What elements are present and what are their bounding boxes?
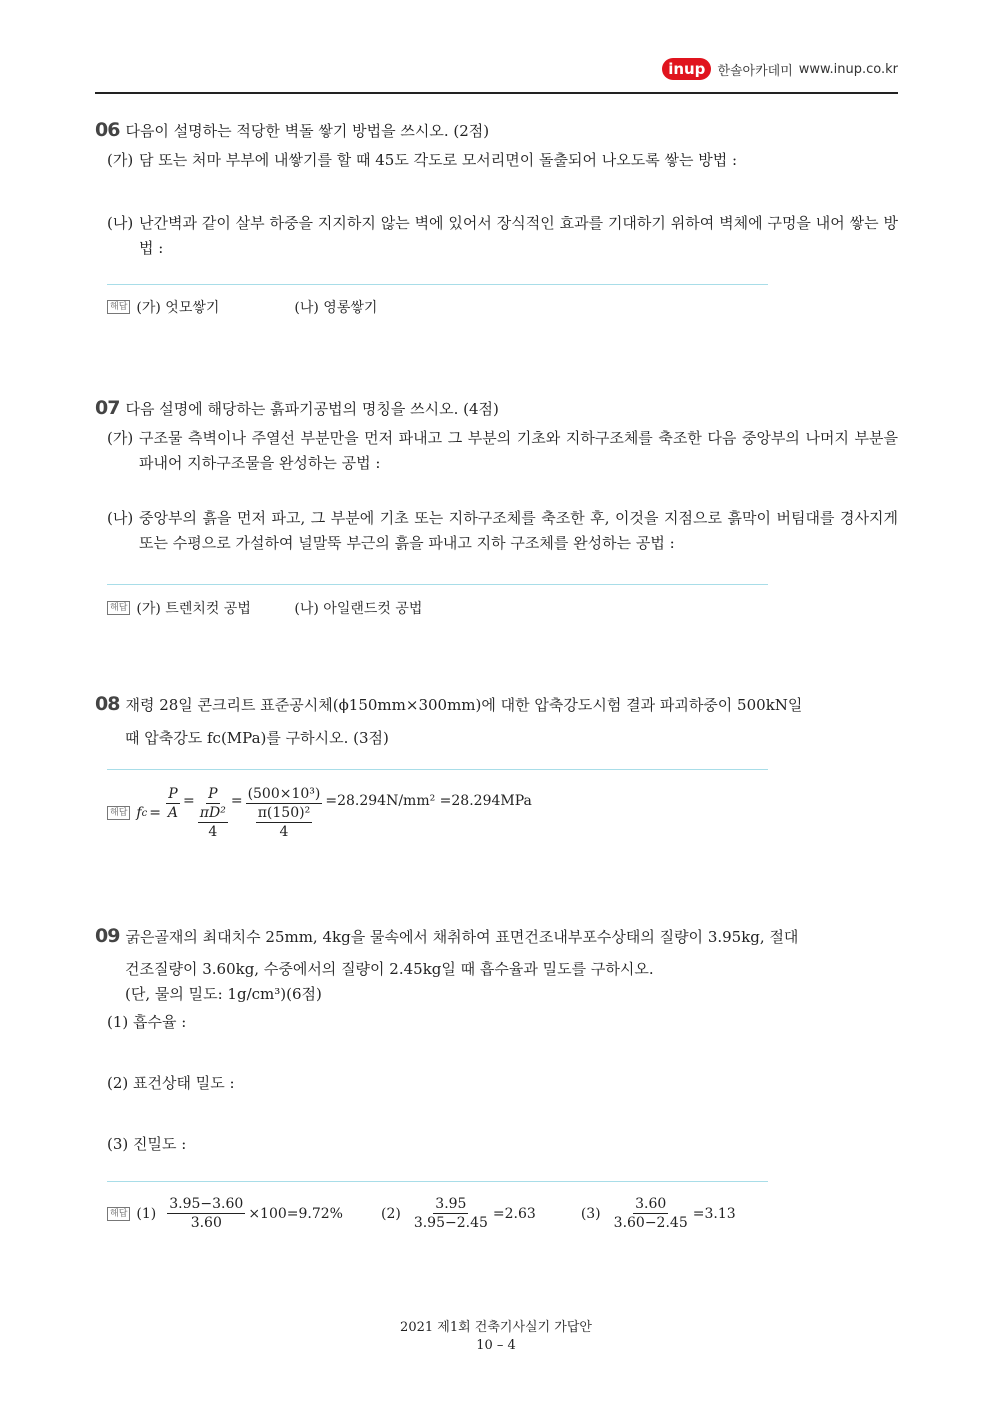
answer-a: (가) 엇모쌓기 <box>136 300 220 316</box>
fraction-numerator: 3.95 <box>435 1196 467 1212</box>
header-rule <box>95 92 898 94</box>
answer-divider <box>107 1181 768 1182</box>
answer-b: (나) 아일랜드컷 공법 <box>294 601 423 617</box>
answer-divider <box>107 284 768 285</box>
answer-divider <box>107 584 768 585</box>
formula-result: ×100=9.72% <box>248 1205 343 1222</box>
brand-url[interactable]: www.inup.co.kr <box>798 61 898 77</box>
fraction-numerator: 3.60 <box>635 1196 667 1212</box>
inup-logo: inup <box>662 58 711 80</box>
item-label: (나) <box>107 214 134 232</box>
brand-name: 한솔아카데미 <box>717 63 793 79</box>
question-part: (2) 표건상태 밀도 : <box>107 1074 235 1092</box>
brand <box>662 58 898 80</box>
question-condition: (단, 물의 밀도: 1g/cm³)(6점) <box>125 985 322 1003</box>
question-number: 06 <box>95 119 120 141</box>
question-text: 굵은골재의 최대치수 25mm, 4kg을 물속에서 채취하여 표면건조내부포수상태의 질량이 3.95kg, 절대 <box>125 928 799 946</box>
formula-result: =2.63 <box>492 1205 536 1222</box>
fraction-denominator: 4 <box>279 824 289 840</box>
formula-subscript: c <box>141 807 148 819</box>
footer-title: 2021 제1회 건축기사실기 가답안 <box>400 1320 592 1335</box>
fraction-numerator: π(150)² <box>257 805 311 821</box>
fraction-numerator: (500×10³) <box>247 786 321 802</box>
question-item <box>107 426 898 476</box>
answer-09 <box>107 1195 736 1232</box>
fraction <box>612 1195 690 1232</box>
formula-1 <box>136 1195 343 1232</box>
formula-label: (3) <box>580 1205 601 1222</box>
item-label: (가) <box>107 151 134 169</box>
formula-eq: = <box>149 805 161 821</box>
fraction-numerator: P <box>208 786 218 802</box>
formula-label: (2) <box>380 1205 401 1222</box>
question-07 <box>95 396 898 556</box>
question-06 <box>95 118 898 261</box>
item-text: 중앙부의 흙을 먼저 파고, 그 부분에 기초 또는 지하구조체를 축조한 후, 이것을 지점으로 흙막이 버팀대를 경사지게 또는 수평으로 가설하여 널말뚝 부근의 흙을 파내고 지하 구조체를 완성하는 공법 : <box>139 509 898 552</box>
item-text: 구조물 측벽이나 주열선 부분만을 먼저 파내고 그 부분의 기초와 지하구조체를 축조한 다음 중앙부의 나머지 부분을 파내어 지하구조물을 완성하는 공법 : <box>139 429 898 472</box>
fraction-denominator: 3.60−2.45 <box>613 1215 688 1231</box>
nested-fraction <box>256 804 312 841</box>
answer-08 <box>107 785 532 841</box>
answer-badge: 해답 <box>107 601 130 615</box>
item-label: (가) <box>107 429 134 447</box>
question-text-cont: 건조질량이 3.60kg, 수중에서의 질량이 2.45kg일 때 흡수율과 밀도를 구하시오. <box>125 960 654 978</box>
answer-badge: 해답 <box>107 300 130 314</box>
answer-badge: 해답 <box>107 806 130 820</box>
question-item <box>107 506 898 556</box>
formula-eq: = <box>230 793 243 809</box>
fraction-numerator: πD² <box>199 805 226 821</box>
item-text: 난간벽과 같이 살부 하중을 지지하지 않는 벽에 있어서 장식적인 효과를 기대하기 위하여 벽체에 구멍을 내어 쌓는 방법 : <box>139 214 898 257</box>
fraction-numerator: P <box>168 786 178 802</box>
answer-a: (가) 트렌치컷 공법 <box>136 601 251 617</box>
fraction <box>198 785 228 841</box>
question-08 <box>95 692 898 751</box>
fraction <box>167 1195 245 1232</box>
formula-lhs: f <box>136 805 142 821</box>
formula-label: (1) <box>136 1205 157 1222</box>
question-number: 07 <box>95 397 120 419</box>
fraction-denominator: A <box>167 805 179 821</box>
formula-result: =28.294N/mm² =28.294MPa <box>325 793 532 809</box>
fraction <box>412 1195 490 1232</box>
question-text: 다음 설명에 해당하는 흙파기공법의 명칭을 쓰시오. (4점) <box>125 400 499 418</box>
item-text: 담 또는 처마 부부에 내쌓기를 할 때 45도 각도로 모서리면이 돌출되어 나오도록 쌓는 방법 : <box>139 151 738 169</box>
formula-eq: = <box>183 793 195 809</box>
item-label: (나) <box>107 509 134 527</box>
formula-3 <box>581 1195 736 1232</box>
page-number: 10 – 4 <box>476 1338 516 1353</box>
answer-badge: 해답 <box>107 1207 130 1221</box>
fraction-denominator: 3.60 <box>190 1215 222 1231</box>
page-header <box>95 54 898 94</box>
fraction-denominator: 3.95−2.45 <box>413 1215 488 1231</box>
question-number: 09 <box>95 925 120 947</box>
question-part: (1) 흡수율 : <box>107 1013 187 1031</box>
answer-divider <box>107 769 768 770</box>
answer-07 <box>107 598 422 618</box>
nested-fraction <box>198 804 228 841</box>
formula <box>136 785 531 841</box>
formula-2 <box>381 1195 536 1232</box>
question-text: 다음이 설명하는 적당한 벽돌 쌓기 방법을 쓰시오. (2점) <box>125 122 490 140</box>
question-item <box>107 211 898 261</box>
question-09 <box>95 924 898 1157</box>
question-number: 08 <box>95 693 120 715</box>
answer-b: (나) 영롱쌓기 <box>294 300 378 316</box>
question-part: (3) 진밀도 : <box>107 1135 187 1153</box>
answer-06 <box>107 297 377 317</box>
fraction-denominator: 4 <box>208 824 218 840</box>
fraction-numerator: 3.95−3.60 <box>169 1196 244 1212</box>
formula-result: =3.13 <box>692 1205 736 1222</box>
question-item <box>107 148 898 173</box>
fraction <box>166 785 180 822</box>
question-text-cont: 때 압축강도 fc(MPa)를 구하시오. (3점) <box>125 729 389 747</box>
fraction <box>246 785 323 841</box>
question-text: 재령 28일 콘크리트 표준공시체(ϕ150mm×300mm)에 대한 압축강도시험 결과 파괴하중이 500kN일 <box>125 696 803 714</box>
